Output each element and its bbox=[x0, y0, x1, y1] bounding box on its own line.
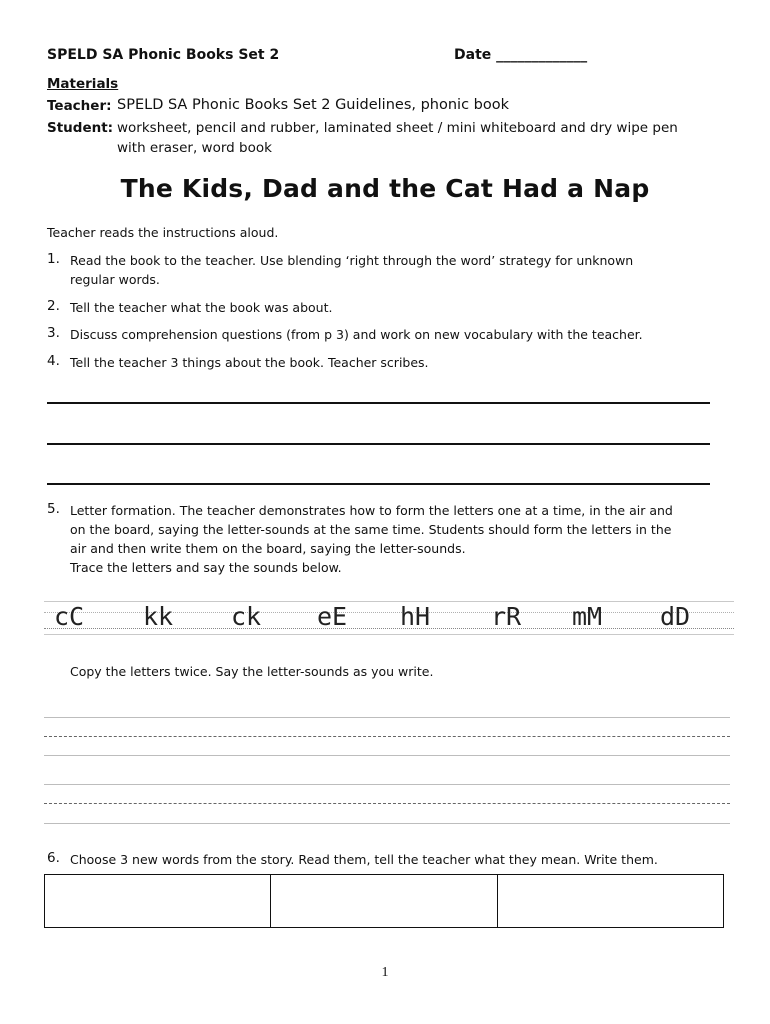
item-3-number: 3. bbox=[47, 325, 60, 341]
copy-line-top bbox=[44, 784, 730, 785]
word-box[interactable] bbox=[497, 875, 723, 928]
item-5-number: 5. bbox=[47, 501, 60, 517]
trace-letter-pair: cC bbox=[54, 602, 85, 631]
worksheet-series-title: SPELD SA Phonic Books Set 2 bbox=[47, 47, 280, 63]
trace-letter-pair: rR bbox=[491, 602, 522, 631]
student-materials-line-2: with eraser, word book bbox=[117, 140, 272, 156]
student-label: Student: bbox=[47, 120, 114, 136]
copy-line-middle[interactable] bbox=[44, 736, 730, 737]
trace-letter-pair: hH bbox=[400, 602, 431, 631]
item-3-text: Discuss comprehension questions (from p 3) and work on new vocabulary with the teacher. bbox=[70, 327, 643, 342]
guide-line bbox=[44, 634, 734, 635]
student-materials-line-1: worksheet, pencil and rubber, laminated sheet / mini whiteboard and dry wipe pen bbox=[117, 120, 678, 136]
item-4-text: Tell the teacher 3 things about the book. Teacher scribes. bbox=[70, 355, 429, 370]
word-boxes-table bbox=[44, 874, 724, 928]
teacher-label: Teacher: bbox=[47, 98, 112, 114]
word-box[interactable] bbox=[45, 875, 271, 928]
writing-line[interactable] bbox=[47, 483, 710, 485]
copy-line-top bbox=[44, 717, 730, 718]
materials-heading: Materials bbox=[47, 76, 119, 92]
trace-letters-strip[interactable] bbox=[44, 601, 734, 635]
item-5-line-2: on the board, saying the letter-sounds at the same time. Students should form the letters in the bbox=[70, 522, 672, 537]
worksheet-title: The Kids, Dad and the Cat Had a Nap bbox=[120, 174, 650, 203]
copy-line-base bbox=[44, 755, 730, 756]
copy-instruction: Copy the letters twice. Say the letter-sounds as you write. bbox=[70, 664, 434, 679]
item-2-number: 2. bbox=[47, 298, 60, 314]
item-4-number: 4. bbox=[47, 353, 60, 369]
trace-letter-pair: mM bbox=[572, 602, 603, 631]
item-1-text bbox=[70, 251, 730, 289]
trace-letter-pair: eE bbox=[317, 602, 348, 631]
trace-letter-pair: ck bbox=[231, 602, 262, 631]
item-5-line-4: Trace the letters and say the sounds below. bbox=[70, 560, 342, 575]
item-5-line-1: Letter formation. The teacher demonstrates how to form the letters one at a time, in the air and bbox=[70, 503, 673, 518]
writing-line[interactable] bbox=[47, 443, 710, 445]
date-blank: _____________ bbox=[496, 47, 588, 63]
copy-line-base bbox=[44, 823, 730, 824]
item-6-number: 6. bbox=[47, 850, 60, 866]
trace-letter-pair: kk bbox=[143, 602, 174, 631]
item-1-line-1: Read the book to the teacher. Use blending ‘right through the word’ strategy for unknown bbox=[70, 253, 634, 268]
item-5-text bbox=[70, 501, 730, 577]
date-label: Date bbox=[454, 47, 497, 63]
teacher-materials: SPELD SA Phonic Books Set 2 Guidelines, phonic book bbox=[117, 97, 510, 113]
page-number: 1 bbox=[381, 965, 389, 980]
item-1-line-2: regular words. bbox=[70, 272, 160, 287]
item-5-line-3: air and then write them on the board, saying the letter-sounds. bbox=[70, 541, 466, 556]
date-field bbox=[454, 47, 587, 63]
copy-line-middle[interactable] bbox=[44, 803, 730, 804]
writing-line[interactable] bbox=[47, 402, 710, 404]
intro-instruction: Teacher reads the instructions aloud. bbox=[47, 225, 279, 240]
item-2-text: Tell the teacher what the book was about. bbox=[70, 300, 333, 315]
item-1-number: 1. bbox=[47, 251, 60, 267]
item-6-text: Choose 3 new words from the story. Read them, tell the teacher what they mean. Write them. bbox=[70, 852, 658, 867]
word-box[interactable] bbox=[271, 875, 497, 928]
trace-letter-pair: dD bbox=[660, 602, 691, 631]
